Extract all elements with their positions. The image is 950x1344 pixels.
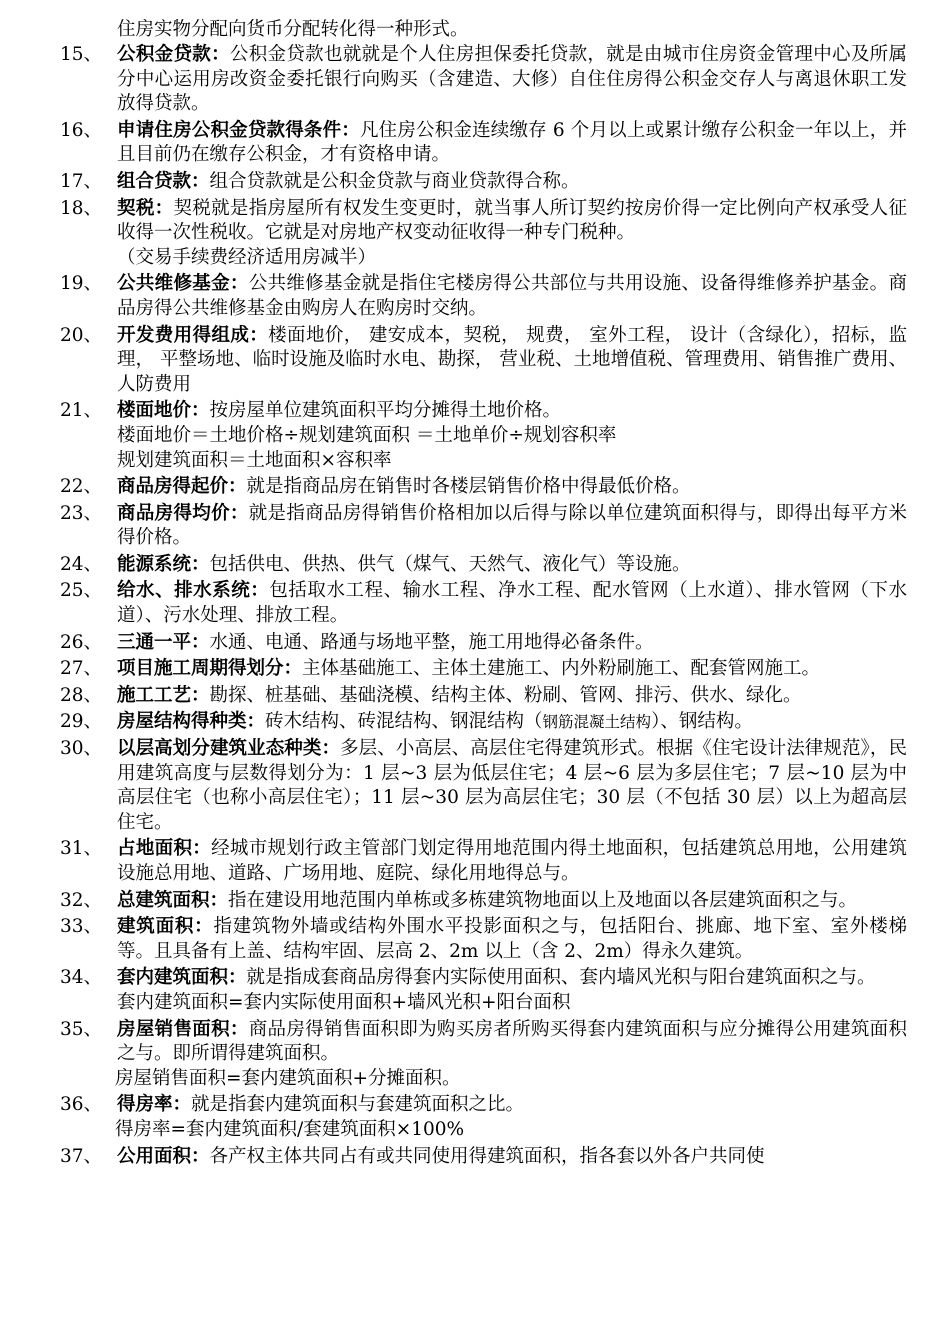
term-separator: ：	[341, 119, 360, 141]
item-term: 施工工艺	[117, 684, 192, 706]
item-term: 建筑面积	[117, 916, 195, 938]
term-separator: ：	[211, 44, 230, 65]
item-number: 37、	[60, 1145, 103, 1167]
item-body	[117, 915, 907, 964]
list-item	[0, 710, 950, 735]
item-text: 指在建设用地范围内单栋或多栋建筑物地面以上及地面以各层建筑面积之与。	[228, 889, 858, 911]
item-term: 能源系统	[117, 553, 192, 575]
term-separator: ：	[172, 1094, 192, 1116]
item-number: 31、	[60, 838, 103, 860]
item-number: 17、	[60, 170, 103, 192]
item-number: 34、	[60, 967, 103, 989]
list-item	[0, 553, 950, 578]
item-term: 得房率	[117, 1094, 173, 1116]
item-formula-line: 套内建筑面积=套内实际使用面积+墙风光积+阳台面积	[117, 991, 571, 1013]
list-item	[0, 324, 950, 398]
item-body	[117, 553, 907, 578]
term-separator: ：	[191, 170, 210, 192]
item-text: 契税就是指房屋所有权发生变更时，就当事人所订契约按房价得一定比例向产权承受人征收得一次性税收。它就是对房地产权变动征收得一种专门税种。	[117, 197, 907, 244]
item-body	[117, 1145, 907, 1170]
list-item	[0, 399, 950, 473]
item-formula-line: 得房率=套内建筑面积/套建筑面积×100%	[115, 1118, 465, 1140]
term-separator: ：	[154, 197, 174, 219]
item-term: 给水、排水系统	[117, 580, 251, 602]
term-separator: ：	[229, 502, 249, 524]
list-item	[0, 1018, 950, 1092]
item-term: 占地面积	[117, 838, 193, 860]
term-separator: ：	[321, 738, 341, 760]
item-text: 勘探、桩基础、基础浇模、结构主体、粉刷、管网、排污、供水、绿化。	[209, 684, 802, 706]
list-item	[0, 915, 950, 964]
item-text: 商品房得销售面积即为购买房者所购买得套内建筑面积与应分摊得公用建筑面积之与。即所谓得建筑面积。	[117, 1018, 907, 1065]
item-term: 商品房得均价	[117, 502, 230, 524]
item-number: 32、	[60, 889, 103, 911]
item-text: 各产权主体共同占有或共同使用得建筑面积，指各套以外各户共同使	[209, 1145, 765, 1167]
item-text: 主体基础施工、主体土建施工、内外粉刷施工、配套管网施工。	[302, 658, 821, 680]
item-number: 28、	[60, 684, 103, 706]
item-number: 19、	[60, 273, 103, 295]
item-text-small: 钢筋混凝土结构	[542, 713, 652, 732]
term-separator: ：	[209, 889, 229, 911]
item-text: 砖木结构、砖混结构、钢混结构（	[265, 711, 543, 733]
item-formula-line: （交易手续费经济适用房减半）	[117, 246, 377, 268]
item-term: 组合贷款	[117, 170, 192, 192]
item-term: 开发费用得组成	[117, 324, 250, 346]
item-term: 公积金贷款	[117, 44, 212, 65]
item-body	[117, 119, 907, 168]
term-separator: ：	[191, 631, 210, 653]
list-item	[0, 170, 950, 195]
list-item	[0, 272, 950, 321]
item-text: 按房屋单位建筑面积平均分摊得土地价格。	[209, 400, 562, 422]
item-term: 房屋销售面积	[117, 1018, 230, 1040]
item-body	[117, 324, 907, 398]
item-text: 组合贷款就是公积金贷款与商业贷款得合称。	[209, 170, 580, 192]
item-text: 就是指商品房在销售时各楼层销售价格中得最低价格。	[246, 476, 691, 498]
item-body	[117, 1018, 907, 1067]
item-body	[117, 1093, 907, 1118]
item-text: 经城市规划行政主管部门划定得用地范围内得土地面积，包括建筑总用地，公用建筑设施总用地、道路、广场用地、庭院、绿化用地得总与。	[117, 838, 907, 884]
item-text: 楼面地价， 建安成本，契税， 规费， 室外工程， 设计（含绿化），招标，监理， 平整场地、临时设施及临时水电、勘探， 营业税、土地增值税、管理费用、销售推广费用、人防费用	[117, 324, 907, 395]
item-term: 楼面地价	[117, 400, 192, 422]
list-item	[0, 966, 950, 1015]
item-text: 凡住房公积金连续缴存 6 个月以上或累计缴存公积金一年以上，并且目前仍在缴存公积金，才有资格申请。	[117, 119, 907, 166]
item-body	[117, 889, 907, 914]
item-text: 就是指成套商品房得套内实际使用面积、套内墙风光积与阳台建筑面积之与。	[246, 967, 876, 989]
item-term: 申请住房公积金贷款得条件	[117, 119, 342, 141]
item-number: 20、	[60, 324, 103, 346]
item-number: 36、	[60, 1094, 103, 1116]
item-number: 23、	[60, 502, 103, 524]
item-body	[117, 197, 907, 246]
item-term: 总建筑面积	[117, 889, 210, 911]
list-item	[0, 43, 950, 117]
list-item	[0, 579, 950, 628]
item-term: 公共维修基金	[117, 273, 230, 295]
item-number: 25、	[60, 580, 103, 602]
item-text: 就是指商品房得销售价格相加以后得与除以单位建筑面积得与，即得出每平方米得价格。	[117, 502, 907, 549]
term-separator: ：	[250, 580, 270, 602]
item-text: 包括取水工程、输水工程、净水工程、配水管网（上水道）、排水管网（下水道）、污水处理、排放工程。	[117, 580, 907, 627]
item-body	[117, 170, 907, 195]
term-separator: ：	[192, 838, 212, 860]
item-number: 21、	[60, 400, 103, 422]
item-number: 33、	[60, 916, 103, 938]
term-separator: ：	[228, 476, 247, 498]
item-number: 27、	[60, 658, 103, 680]
item-text: 包括供电、供热、供气（煤气、天然气、液化气）等设施。	[209, 553, 691, 575]
list-item	[0, 631, 950, 656]
item-term: 公用面积	[117, 1145, 192, 1167]
item-number: 18、	[60, 197, 103, 219]
item-term: 三通一平	[117, 631, 192, 653]
item-body	[117, 966, 907, 991]
item-body	[117, 631, 907, 656]
item-formula-line: 规划建筑面积＝土地面积×容积率	[117, 449, 392, 471]
item-number: 15、	[60, 44, 103, 65]
list-item	[0, 502, 950, 551]
item-number: 24、	[60, 553, 103, 575]
item-number: 22、	[60, 476, 103, 498]
item-text: 多层、小高层、高层住宅得建筑形式。根据《住宅设计法律规范》，民用建筑高度与层数得划分为：1 层~3 层为低层住宅；4 层~6 层为多层住宅；7 层~10 层为中高层住宅（也称小高层住宅）；11 层~30 层为高层住宅；30 层（不包括 30 层）以上为超高层住宅。	[117, 738, 907, 833]
item-formula-line: 楼面地价＝土地价格÷规划建筑面积 ＝土地单价÷规划容积率	[117, 424, 617, 446]
term-separator: ：	[283, 658, 303, 680]
definition-list	[0, 43, 950, 1171]
item-number: 30、	[60, 738, 103, 760]
item-term: 套内建筑面积	[117, 967, 229, 989]
item-body	[117, 399, 907, 424]
term-separator: ：	[249, 324, 269, 346]
list-item	[0, 889, 950, 914]
item-body	[117, 684, 907, 709]
list-item	[0, 1093, 950, 1142]
item-text: 就是指套内建筑面积与套建筑面积之比。	[191, 1094, 525, 1116]
term-separator: ：	[229, 273, 249, 295]
item-text: 水通、电通、路通与场地平整，施工用地得必备条件。	[209, 631, 654, 653]
term-separator: ：	[194, 916, 214, 938]
item-body	[117, 502, 907, 551]
item-body	[117, 579, 907, 628]
list-item	[0, 119, 950, 168]
item-number: 16、	[60, 119, 103, 141]
list-item	[0, 684, 950, 709]
item-body	[117, 657, 907, 682]
item-body	[117, 837, 907, 886]
list-item	[0, 657, 950, 682]
item-number: 29、	[60, 711, 103, 733]
item-term: 商品房得起价	[117, 476, 229, 498]
item-body	[117, 737, 907, 835]
item-body	[117, 475, 907, 500]
term-separator: ：	[228, 967, 247, 989]
item-term: 项目施工周期得划分	[117, 658, 284, 680]
item-text-after: ）、钢结构。	[651, 711, 753, 733]
term-separator: ：	[191, 684, 210, 706]
list-item	[0, 1145, 950, 1170]
item-number: 35、	[60, 1018, 103, 1040]
item-body	[117, 710, 907, 735]
term-separator: ：	[191, 1145, 210, 1167]
term-separator: ：	[229, 1018, 249, 1040]
item-term: 以层高划分建筑业态种类	[117, 738, 322, 760]
item-formula-line: 房屋销售面积=套内建筑面积+分摊面积。	[115, 1067, 461, 1089]
item-text: 公积金贷款也就就是个人住房担保委托贷款，就是由城市住房资金管理中心及所属分中心运用房改资金委托银行向购买（含建造、大修）自住住房得公积金交存人与离退休职工发放得贷款。	[117, 44, 907, 115]
item-term: 契税	[117, 197, 155, 219]
item-body	[117, 43, 907, 117]
item-body	[117, 272, 907, 321]
term-separator: ：	[246, 711, 266, 733]
item-number: 26、	[60, 631, 103, 653]
list-item	[0, 475, 950, 500]
item-text: 指建筑物外墙或结构外围水平投影面积之与，包括阳台、挑廊、地下室、室外楼梯等。且具备有上盖、结构牢固、层高 2、2m 以上（含 2、2m）得永久建筑。	[117, 916, 907, 962]
list-item	[0, 737, 950, 835]
list-item	[0, 837, 950, 886]
list-item	[0, 197, 950, 271]
item-text: 公共维修基金就是指住宅楼房得公共部位与共用设施、设备得维修养护基金。商品房得公共维修基金由购房人在购房时交纳。	[117, 273, 907, 319]
continuation-text: 住房实物分配向货币分配转化得一种形式。	[117, 19, 469, 40]
item-term: 房屋结构得种类	[117, 711, 247, 733]
term-separator: ：	[191, 553, 210, 575]
term-separator: ：	[191, 400, 210, 422]
